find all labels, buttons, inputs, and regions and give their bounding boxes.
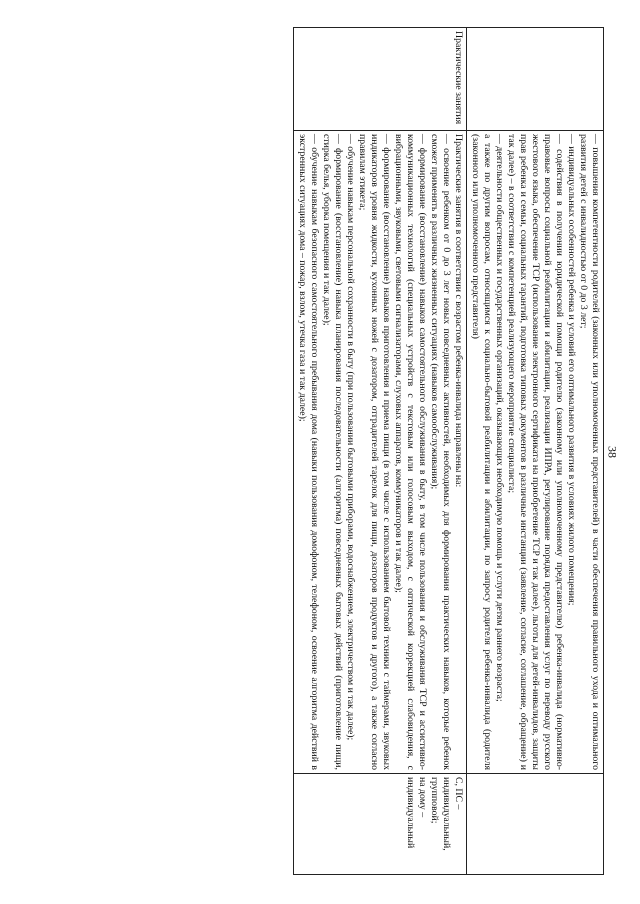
content-paragraph: — освоение ребенком от 0 до 3 лет новых повседневных активностей, необходимых для формирования практических навыков, которые ребенок сможет применять в различных жизненных ситуациях (навыков самообслуживания); [429,134,452,770]
content-paragraph: — формирование (восстановление) навыков приготовления и приема пищи (в том числе с использованием бытовой техники с таймерами, звуковых индикаторов уровня жидкости, кухонных ножей с дозатором, отградителей тарелок для пищи, дозаторов продуктов и другого), а также согласно правилам этикета; [357,134,392,770]
form-line: С, ПС – [453,777,464,810]
table-row [467,28,604,875]
page-number: 38 [605,446,620,458]
topic-cell [467,28,604,131]
content-paragraph: Практические занятия в соответствии с возрастом ребенка-инвалида направлены на: [453,134,464,488]
form-line: на дому – [417,777,428,818]
content-paragraph: — повышения компетентности родителей (законных или уполномоченных представителей) в части обеспечения правильного ухода и оптимального развития детей с инвалидностью от 0 до 3 лет; [578,134,601,770]
content-paragraph: — обучение навыкам персональной сохранности в быту (при пользовании бытовыми приборами, водоснабжением, электричеством и так далее); [345,134,356,741]
form-cell [294,774,467,875]
content-paragraph: — деятельности общественных и государственных организаций, оказывающих необходимую помощь и услуги детям раннего возраста; [494,134,505,702]
content-paragraph: а также по другим вопросам, относящимся к социально-бытовой реабилитации и абилитации, по запросу родителя ребенка-инвалида (родителя (законного или уполномоченного представителя) [470,134,493,770]
content-paragraph: — содействия в получении юридической помощи родителю (законному или уполномоченному представителю) ребенка-инвалида (нормативно-правовые вопросы социальной реабилитации и абилитации, реализации ИПРА, регулирование порядка предоставления услуг по переводу русского жестового языка, обеспечение ТСР (использование электронного сертификата на приобретение ТСР и так далее), льготы для детей-инвалидов, защиты прав ребенка и семьи, социальных гарантий, подготовка типовых документов в различные инстанции (заявление, согласие, соглашение, обращение) и так далее) – в соответствии с компетенцией реализующего мероприятие специалиста; [506,134,565,770]
form-line: индивидуальный [405,777,416,849]
program-table [293,27,604,875]
content-paragraph: — формирование (восстановление) навыка планирования последовательности (алгоритма) повседневных бытовых действий (приготовление пищи, стирка белья, уборка помещения и так далее); [321,134,344,770]
content-paragraph: — формирование (восстановление) навыков самостоятельного обслуживания в быту, в том числе пользования и обслуживания ТСР и ассистивно-коммуникационных технологий (специальных устройств с текстовым или голосовым выходом, с оптической коррекцией слабовидения, с вибрационными, звуковыми, световыми сигнализаторами, слуховых аппаратов, коммуникаторов и так далее); [393,134,428,770]
content-paragraph: — индивидуальных особенностей ребенка и условий его оптимального развития в условиях жилого помещения; [566,134,577,606]
content-paragraph: — обучение навыкам безопасного самостоятельного пребывания дома (навыки пользования домофоном, телефоном, освоение алгоритма действий в экстренных ситуациях дома – пожар, взлом, утечка газа и так далее); [297,134,320,770]
form-cell [467,774,604,875]
table-row [294,28,467,875]
content-cell [294,131,467,774]
topic-cell: Практические занятия [294,28,467,131]
form-line: групповой; [429,777,440,824]
content-cell [467,131,604,774]
form-line: индивидуальный, [441,777,452,851]
